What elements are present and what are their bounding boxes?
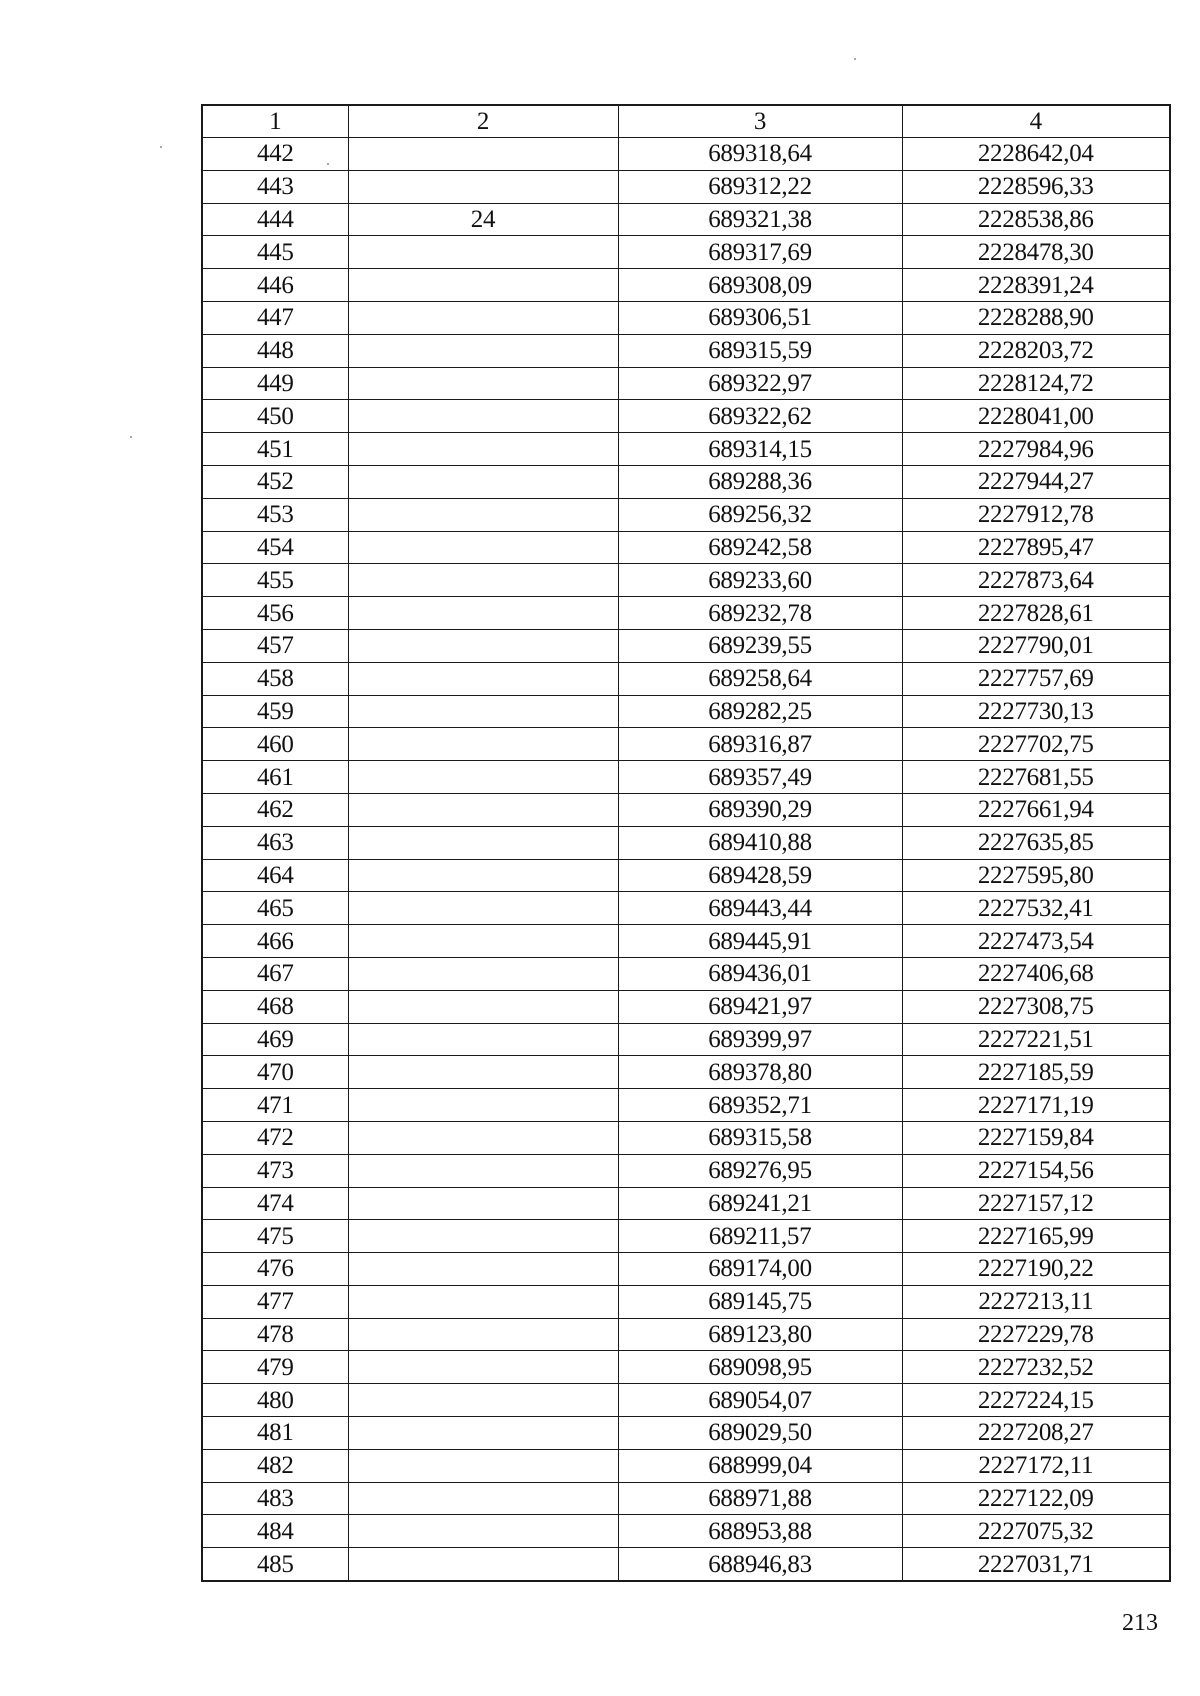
group-cell [348,1253,618,1286]
point-number-cell: 476 [202,1253,348,1286]
scan-speck [130,436,132,438]
group-cell [348,859,618,892]
x-coordinate-cell: 689288,36 [618,465,902,498]
x-coordinate-cell: 689410,88 [618,826,902,859]
point-number-cell: 451 [202,433,348,466]
x-coordinate-cell: 689276,95 [618,1154,902,1187]
point-number-cell: 464 [202,859,348,892]
y-coordinate-cell: 2227532,41 [902,892,1170,925]
group-cell [348,957,618,990]
y-coordinate-cell: 2227171,19 [902,1089,1170,1122]
scan-speck [854,58,856,60]
x-coordinate-cell: 689098,95 [618,1351,902,1384]
point-number-cell: 449 [202,367,348,400]
y-coordinate-cell: 2227790,01 [902,629,1170,662]
x-coordinate-cell: 689318,64 [618,138,902,171]
group-cell [348,629,618,662]
point-number-cell: 475 [202,1220,348,1253]
group-cell [348,761,618,794]
point-number-cell: 479 [202,1351,348,1384]
y-coordinate-cell: 2228596,33 [902,170,1170,203]
point-number-cell: 474 [202,1187,348,1220]
table-row [202,1515,1170,1548]
point-number-cell: 447 [202,301,348,334]
point-number-cell: 466 [202,925,348,958]
table-row [202,203,1170,236]
x-coordinate-cell: 689123,80 [618,1318,902,1351]
table-row [202,269,1170,302]
y-coordinate-cell: 2227221,51 [902,1023,1170,1056]
point-number-cell: 442 [202,138,348,171]
x-coordinate-cell: 689322,97 [618,367,902,400]
point-number-cell: 443 [202,170,348,203]
y-coordinate-cell: 2228124,72 [902,367,1170,400]
table-row [202,564,1170,597]
x-coordinate-cell: 688999,04 [618,1449,902,1482]
y-coordinate-cell: 2228642,04 [902,138,1170,171]
y-coordinate-cell: 2227635,85 [902,826,1170,859]
column-header-2: 2 [348,105,618,138]
x-coordinate-cell: 689436,01 [618,957,902,990]
point-number-cell: 480 [202,1384,348,1417]
group-cell [348,1121,618,1154]
table-row [202,597,1170,630]
table-row [202,1285,1170,1318]
x-coordinate-cell: 689315,59 [618,334,902,367]
y-coordinate-cell: 2227984,96 [902,433,1170,466]
x-coordinate-cell: 689256,32 [618,498,902,531]
y-coordinate-cell: 2227661,94 [902,793,1170,826]
y-coordinate-cell: 2227406,68 [902,957,1170,990]
x-coordinate-cell: 689390,29 [618,793,902,826]
x-coordinate-cell: 689029,50 [618,1417,902,1450]
table-body [202,138,1170,1582]
point-number-cell: 450 [202,400,348,433]
group-cell [348,1318,618,1351]
group-cell: 24 [348,203,618,236]
group-cell [348,301,618,334]
x-coordinate-cell: 689211,57 [618,1220,902,1253]
y-coordinate-cell: 2227828,61 [902,597,1170,630]
x-coordinate-cell: 689241,21 [618,1187,902,1220]
x-coordinate-cell: 689445,91 [618,925,902,958]
point-number-cell: 473 [202,1154,348,1187]
y-coordinate-cell: 2227208,27 [902,1417,1170,1450]
table-row [202,1482,1170,1515]
scan-speck [160,146,162,148]
table-row [202,925,1170,958]
column-header-1: 1 [202,105,348,138]
point-number-cell: 448 [202,334,348,367]
point-number-cell: 477 [202,1285,348,1318]
y-coordinate-cell: 2227075,32 [902,1515,1170,1548]
table-row [202,1121,1170,1154]
group-cell [348,1187,618,1220]
x-coordinate-cell: 689239,55 [618,629,902,662]
point-number-cell: 485 [202,1548,348,1581]
table-row [202,138,1170,171]
point-number-cell: 481 [202,1417,348,1450]
x-coordinate-cell: 689443,44 [618,892,902,925]
y-coordinate-cell: 2228203,72 [902,334,1170,367]
y-coordinate-cell: 2227702,75 [902,728,1170,761]
group-cell [348,1154,618,1187]
group-cell [348,367,618,400]
y-coordinate-cell: 2227681,55 [902,761,1170,794]
group-cell [348,498,618,531]
y-coordinate-cell: 2227224,15 [902,1384,1170,1417]
group-cell [348,728,618,761]
table-row [202,1318,1170,1351]
point-number-cell: 471 [202,1089,348,1122]
y-coordinate-cell: 2227157,12 [902,1187,1170,1220]
table-row [202,629,1170,662]
x-coordinate-cell: 689322,62 [618,400,902,433]
table-row [202,465,1170,498]
point-number-cell: 456 [202,597,348,630]
point-number-cell: 467 [202,957,348,990]
point-number-cell: 463 [202,826,348,859]
point-number-cell: 482 [202,1449,348,1482]
y-coordinate-cell: 2227122,09 [902,1482,1170,1515]
table-row [202,1449,1170,1482]
table-row [202,859,1170,892]
y-coordinate-cell: 2227031,71 [902,1548,1170,1581]
x-coordinate-cell: 689312,22 [618,170,902,203]
table-row [202,1548,1170,1581]
table-row [202,990,1170,1023]
group-cell [348,1056,618,1089]
group-cell [348,1285,618,1318]
group-cell [348,826,618,859]
point-number-cell: 478 [202,1318,348,1351]
group-cell [348,400,618,433]
x-coordinate-cell: 689282,25 [618,695,902,728]
point-number-cell: 460 [202,728,348,761]
x-coordinate-cell: 689315,58 [618,1121,902,1154]
table-row [202,334,1170,367]
y-coordinate-cell: 2227159,84 [902,1121,1170,1154]
x-coordinate-cell: 689399,97 [618,1023,902,1056]
table-row [202,1417,1170,1450]
table-row [202,957,1170,990]
y-coordinate-cell: 2227165,99 [902,1220,1170,1253]
table-row [202,400,1170,433]
point-number-cell: 483 [202,1482,348,1515]
group-cell [348,334,618,367]
group-cell [348,597,618,630]
group-cell [348,1220,618,1253]
table-row [202,1023,1170,1056]
table-row [202,662,1170,695]
table-row [202,1220,1170,1253]
table-row [202,695,1170,728]
group-cell [348,433,618,466]
x-coordinate-cell: 689357,49 [618,761,902,794]
table-row [202,1089,1170,1122]
x-coordinate-cell: 689316,87 [618,728,902,761]
y-coordinate-cell: 2227757,69 [902,662,1170,695]
y-coordinate-cell: 2227873,64 [902,564,1170,597]
group-cell [348,564,618,597]
y-coordinate-cell: 2227154,56 [902,1154,1170,1187]
table-row [202,1154,1170,1187]
x-coordinate-cell: 689145,75 [618,1285,902,1318]
table-row [202,892,1170,925]
table-row [202,793,1170,826]
group-cell [348,990,618,1023]
point-number-cell: 452 [202,465,348,498]
table-row [202,498,1170,531]
page-number: 213 [1122,1610,1158,1636]
group-cell [348,236,618,269]
group-cell [348,531,618,564]
y-coordinate-cell: 2227595,80 [902,859,1170,892]
group-cell [348,1089,618,1122]
group-cell [348,695,618,728]
table-row [202,1056,1170,1089]
point-number-cell: 457 [202,629,348,662]
group-cell [348,138,618,171]
x-coordinate-cell: 689306,51 [618,301,902,334]
point-number-cell: 444 [202,203,348,236]
x-coordinate-cell: 688971,88 [618,1482,902,1515]
point-number-cell: 455 [202,564,348,597]
group-cell [348,892,618,925]
table-row [202,1351,1170,1384]
group-cell [348,1515,618,1548]
x-coordinate-cell: 689428,59 [618,859,902,892]
y-coordinate-cell: 2228391,24 [902,269,1170,302]
group-cell [348,793,618,826]
y-coordinate-cell: 2227308,75 [902,990,1170,1023]
group-cell [348,1417,618,1450]
table-row [202,531,1170,564]
table-row [202,761,1170,794]
column-header-4: 4 [902,105,1170,138]
x-coordinate-cell: 689378,80 [618,1056,902,1089]
x-coordinate-cell: 689174,00 [618,1253,902,1286]
group-cell [348,465,618,498]
table-row [202,301,1170,334]
table-header-row [202,105,1170,138]
y-coordinate-cell: 2227473,54 [902,925,1170,958]
table-row [202,826,1170,859]
y-coordinate-cell: 2228478,30 [902,236,1170,269]
table-row [202,433,1170,466]
group-cell [348,662,618,695]
group-cell [348,1384,618,1417]
point-number-cell: 470 [202,1056,348,1089]
y-coordinate-cell: 2228538,86 [902,203,1170,236]
group-cell [348,1449,618,1482]
x-coordinate-cell: 689352,71 [618,1089,902,1122]
table-row [202,367,1170,400]
y-coordinate-cell: 2227730,13 [902,695,1170,728]
x-coordinate-cell: 689258,64 [618,662,902,695]
table-row [202,728,1170,761]
y-coordinate-cell: 2227185,59 [902,1056,1170,1089]
point-number-cell: 468 [202,990,348,1023]
y-coordinate-cell: 2227213,11 [902,1285,1170,1318]
point-number-cell: 458 [202,662,348,695]
x-coordinate-cell: 689232,78 [618,597,902,630]
x-coordinate-cell: 688946,83 [618,1548,902,1581]
x-coordinate-cell: 689054,07 [618,1384,902,1417]
x-coordinate-cell: 689308,09 [618,269,902,302]
point-number-cell: 469 [202,1023,348,1056]
table-row [202,236,1170,269]
point-number-cell: 445 [202,236,348,269]
x-coordinate-cell: 689233,60 [618,564,902,597]
table-row [202,1384,1170,1417]
group-cell [348,1351,618,1384]
y-coordinate-cell: 2227229,78 [902,1318,1170,1351]
group-cell [348,1023,618,1056]
x-coordinate-cell: 689421,97 [618,990,902,1023]
x-coordinate-cell: 689317,69 [618,236,902,269]
x-coordinate-cell: 689314,15 [618,433,902,466]
table-row [202,1187,1170,1220]
group-cell [348,1482,618,1515]
table-row [202,170,1170,203]
x-coordinate-cell: 689242,58 [618,531,902,564]
y-coordinate-cell: 2227944,27 [902,465,1170,498]
x-coordinate-cell: 688953,88 [618,1515,902,1548]
point-number-cell: 446 [202,269,348,302]
y-coordinate-cell: 2227895,47 [902,531,1170,564]
y-coordinate-cell: 2227172,11 [902,1449,1170,1482]
y-coordinate-cell: 2227232,52 [902,1351,1170,1384]
point-number-cell: 453 [202,498,348,531]
point-number-cell: 459 [202,695,348,728]
point-number-cell: 461 [202,761,348,794]
y-coordinate-cell: 2227912,78 [902,498,1170,531]
group-cell [348,269,618,302]
point-number-cell: 465 [202,892,348,925]
point-number-cell: 462 [202,793,348,826]
y-coordinate-cell: 2228288,90 [902,301,1170,334]
y-coordinate-cell: 2228041,00 [902,400,1170,433]
group-cell [348,170,618,203]
column-header-3: 3 [618,105,902,138]
table-row [202,1253,1170,1286]
point-number-cell: 472 [202,1121,348,1154]
y-coordinate-cell: 2227190,22 [902,1253,1170,1286]
coordinates-table [201,104,1171,1582]
group-cell [348,925,618,958]
x-coordinate-cell: 689321,38 [618,203,902,236]
group-cell [348,1548,618,1581]
point-number-cell: 484 [202,1515,348,1548]
point-number-cell: 454 [202,531,348,564]
